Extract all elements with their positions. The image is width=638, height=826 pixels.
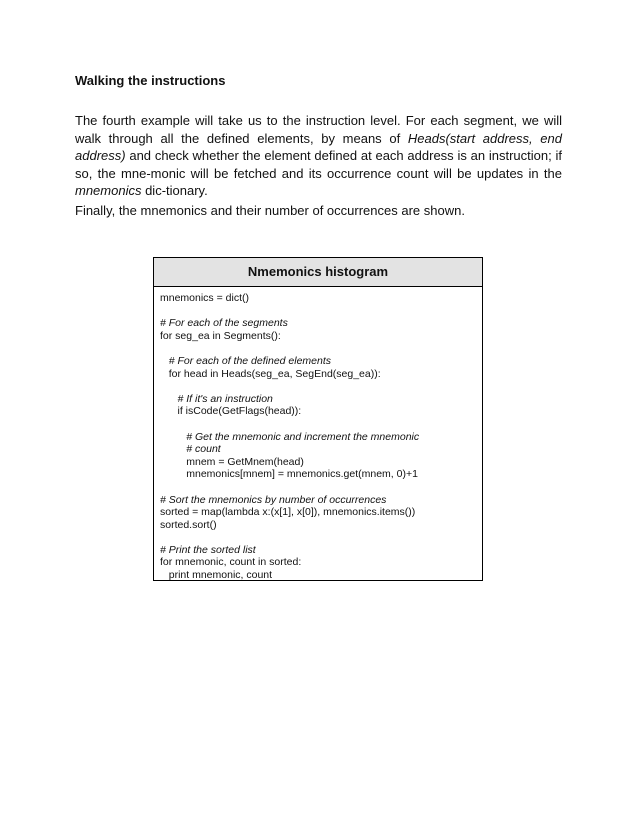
intro-italic-heads: Heads(start address, end address) [75, 130, 562, 164]
intro-text-3: dic-tionary. [141, 183, 208, 199]
code-line: mnem = GetMnem(head) [160, 455, 304, 468]
intro-text-2: and check whether the element defined at each address is an instruction; if so, the mne-monic will be fetched and its occurrence count will be updates in the [75, 148, 562, 181]
code-line: print mnemonic, count [160, 569, 273, 582]
code-comment-line: # For each of the defined elements [160, 354, 332, 367]
code-line: sorted = map(lambda x:(x[1], x[0]), mnemonics.items()) [160, 506, 416, 519]
code-line: for seg_ea in Segments(): [160, 329, 281, 342]
section-title: Walking the instructions [75, 73, 226, 88]
code-line: sorted.sort() [160, 518, 217, 531]
code-comment-line: # count [160, 443, 221, 456]
code-comment-line: # Sort the mnemonics by number of occurrences [160, 493, 387, 506]
code-line: mnemonics[mnem] = mnemonics.get(mnem, 0)+1 [160, 468, 418, 481]
code-listing-box [153, 257, 483, 581]
code-line: if isCode(GetFlags(head)): [160, 405, 302, 418]
code-comment-line: # Get the mnemonic and increment the mnemonic [160, 430, 420, 443]
code-line: mnemonics = dict() [160, 292, 249, 304]
intro-paragraph [75, 112, 562, 200]
code-line: for head in Heads(seg_ea, SegEnd(seg_ea)): [160, 367, 381, 380]
code-line [160, 305, 419, 318]
code-line: for mnemonic, count in sorted: [160, 556, 302, 569]
code-line [160, 418, 419, 431]
code-line [160, 481, 419, 494]
code-line [160, 342, 419, 355]
code-comment-line: # If it's an instruction [160, 392, 273, 405]
code-comment-line: # For each of the segments [160, 317, 288, 330]
code-line [160, 531, 419, 544]
summary-paragraph: Finally, the mnemonics and their number of occurrences are shown. [75, 203, 465, 218]
intro-italic-mnemonics: mnemonics [75, 183, 142, 199]
code-comment-line: # Print the sorted list [160, 543, 256, 556]
intro-text-1: The fourth example will take us to the instruction level. For each segment, we will walk through all the defined elements, by means of [75, 113, 562, 146]
code-listing-title: Nmemonics histogram [154, 258, 482, 287]
code-listing-body [160, 292, 419, 582]
code-line [160, 380, 419, 393]
